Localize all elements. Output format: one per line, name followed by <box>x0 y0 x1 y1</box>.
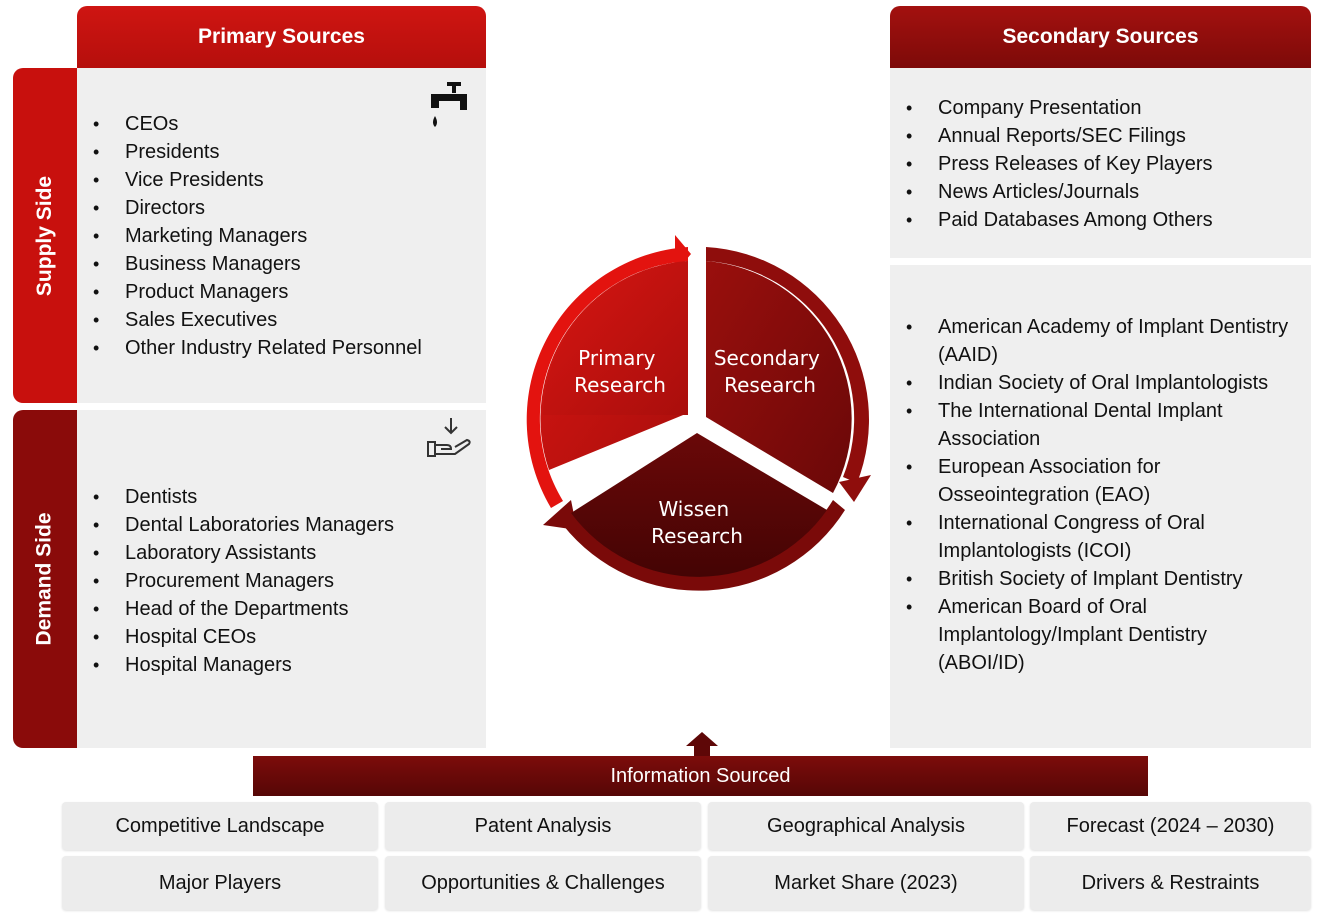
information-sourced-label: Information Sourced <box>610 764 791 787</box>
list-item: • Sales Executives <box>77 306 422 334</box>
list-item: • Paid Databases Among Others <box>890 206 1213 234</box>
list-item: • Product Managers <box>77 278 422 306</box>
secondary-top-panel <box>890 68 1311 258</box>
list-item: • Other Industry Related Personnel <box>77 334 422 362</box>
primary-sources-title: Primary Sources <box>198 25 365 48</box>
label-wissen-line1: Wissen <box>658 497 730 521</box>
ring-arrowhead-wissen <box>543 500 577 530</box>
label-primary-line1: Primary <box>578 346 656 370</box>
info-cell <box>62 802 378 850</box>
list-item: • CEOs <box>77 110 422 138</box>
list-item: • American Academy of Implant Dentistry (AAID) <box>890 313 1290 369</box>
info-cell <box>708 856 1024 910</box>
list-item: • Head of the Departments <box>77 595 394 623</box>
list-item: • The International Dental Implant Association <box>890 397 1290 453</box>
info-cell <box>385 856 701 910</box>
info-cell <box>1030 856 1311 910</box>
list-item: • Laboratory Assistants <box>77 539 394 567</box>
hand-receiving-icon <box>425 416 473 465</box>
demand-side-label: Demand Side <box>33 512 57 646</box>
list-item: • British Society of Implant Dentistry <box>890 565 1290 593</box>
secondary-top-list <box>890 94 1213 234</box>
list-item: • International Congress of Oral Implantologists (ICOI) <box>890 509 1290 565</box>
list-item: • Vice Presidents <box>77 166 422 194</box>
demand-side-list <box>77 483 394 679</box>
info-cell <box>385 802 701 850</box>
list-item: • Dentists <box>77 483 394 511</box>
secondary-bottom-panel <box>890 265 1311 748</box>
info-cell-label: Market Share (2023) <box>774 871 958 894</box>
list-item: • European Association for Osseointegration (EAO) <box>890 453 1290 509</box>
demand-side-panel <box>77 410 486 748</box>
label-secondary-line1: Secondary <box>713 346 820 370</box>
list-item: • Hospital CEOs <box>77 623 394 651</box>
up-arrow-icon <box>686 732 718 756</box>
info-cell <box>1030 802 1311 850</box>
info-cell-label: Competitive Landscape <box>115 814 325 837</box>
list-item: • Business Managers <box>77 250 422 278</box>
faucet-icon <box>427 80 473 137</box>
label-wissen-line2: Research <box>651 524 743 548</box>
list-item: • Marketing Managers <box>77 222 422 250</box>
label-secondary-line2: Research <box>724 373 816 397</box>
list-item: • Presidents <box>77 138 422 166</box>
info-cell-label: Patent Analysis <box>474 814 612 837</box>
info-cell-label: Major Players <box>158 871 282 894</box>
list-item: • News Articles/Journals <box>890 178 1213 206</box>
info-cell-label: Geographical Analysis <box>767 814 965 837</box>
list-item: • Indian Society of Oral Implantologists <box>890 369 1290 397</box>
information-sourced-bar <box>253 756 1148 796</box>
list-item: • Dental Laboratories Managers <box>77 511 394 539</box>
list-item: • American Board of Oral Implantology/Implant Dentistry (ABOI/ID) <box>890 593 1290 677</box>
supply-side-label: Supply Side <box>33 175 56 296</box>
ring-arrowhead-secondary <box>839 475 871 502</box>
demand-side-tab <box>13 410 77 748</box>
primary-sources-header <box>77 6 486 68</box>
info-cell-label: Opportunities & Challenges <box>421 871 665 894</box>
supply-side-panel <box>77 68 486 403</box>
info-cell-label: Forecast (2024 – 2030) <box>1066 814 1275 837</box>
supply-side-list <box>77 110 422 362</box>
secondary-sources-title: Secondary Sources <box>1002 25 1199 48</box>
info-cell-label: Drivers & Restraints <box>1081 871 1260 894</box>
list-item: • Company Presentation <box>890 94 1213 122</box>
list-item: • Hospital Managers <box>77 651 394 679</box>
list-item: • Annual Reports/SEC Filings <box>890 122 1213 150</box>
label-primary-line2: Research <box>574 373 666 397</box>
secondary-sources-header <box>890 6 1311 68</box>
list-item: • Directors <box>77 194 422 222</box>
list-item: • Press Releases of Key Players <box>890 150 1213 178</box>
secondary-bottom-list <box>890 313 1290 677</box>
research-cycle <box>505 225 890 605</box>
info-cell <box>708 802 1024 850</box>
list-item: • Procurement Managers <box>77 567 394 595</box>
info-cell <box>62 856 378 910</box>
supply-side-tab <box>13 68 77 403</box>
